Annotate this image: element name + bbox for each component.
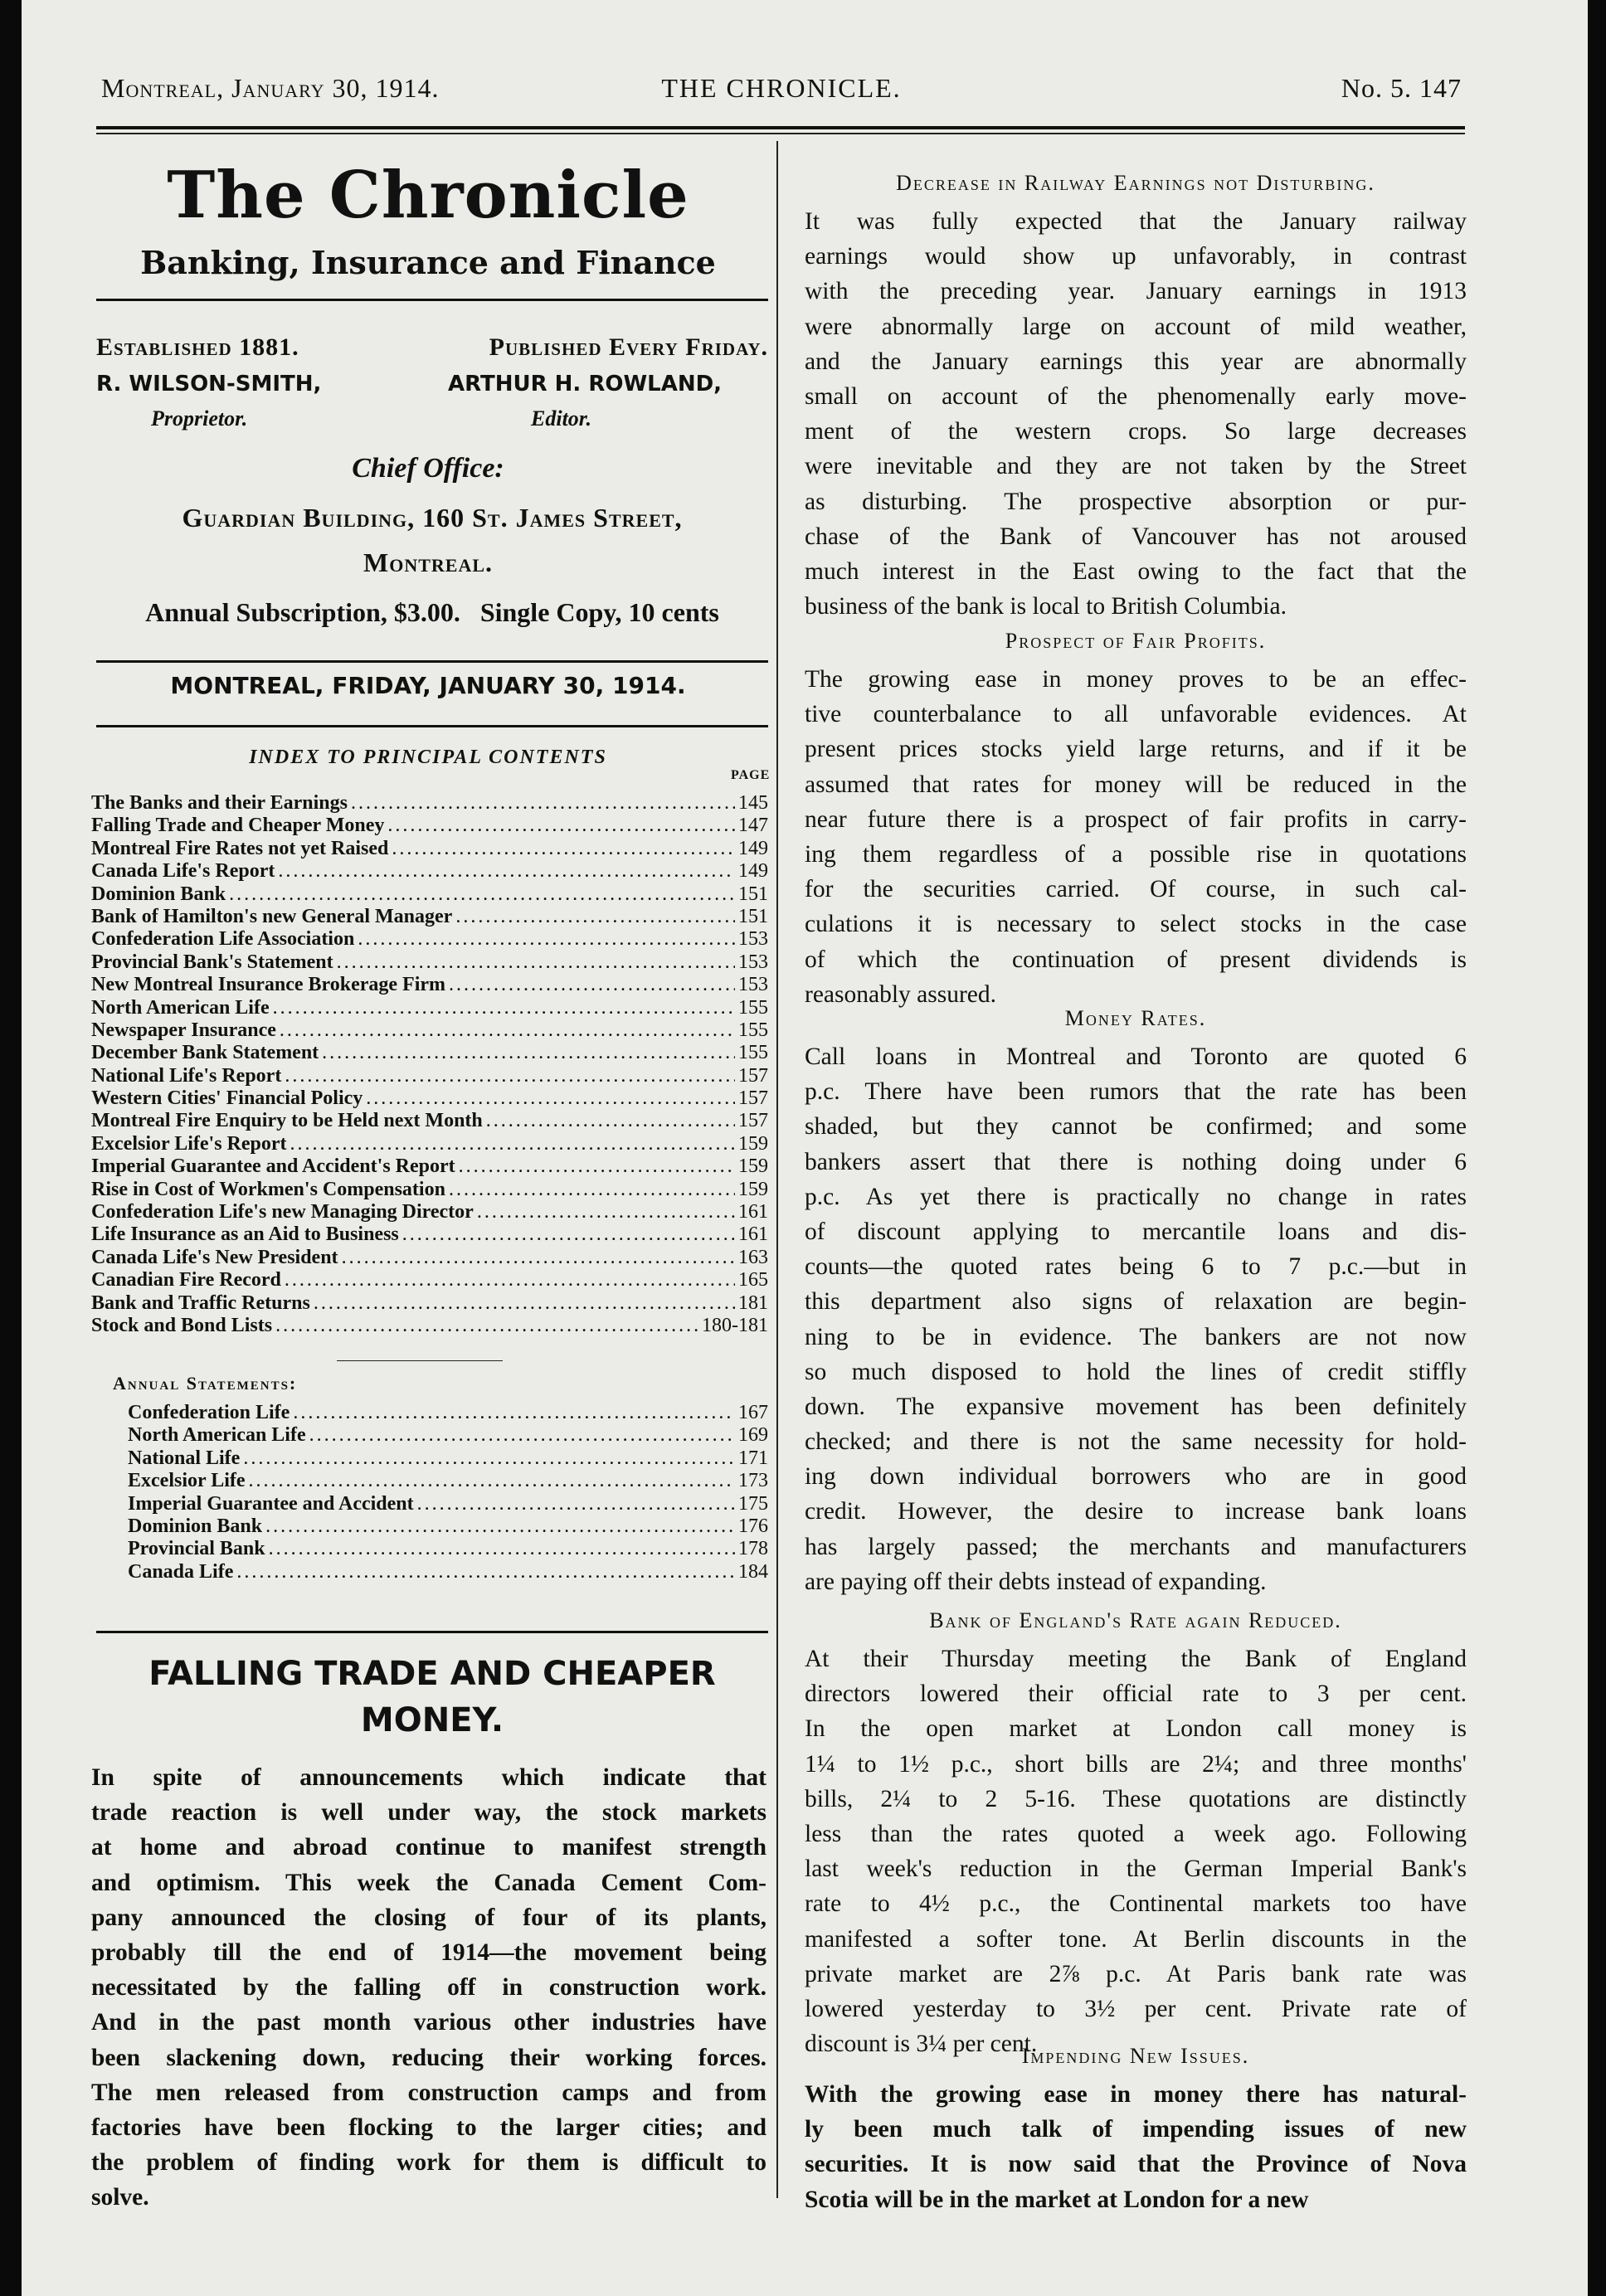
index-entry-page: 157 xyxy=(738,1087,768,1110)
date-rule-top xyxy=(96,660,768,663)
index-leader-dots xyxy=(366,1087,735,1110)
index-leader-dots xyxy=(243,1447,735,1470)
section-line: so much disposed to hold the lines of credit stiffly xyxy=(805,1358,1467,1385)
article-line: at home and abroad continue to manifest strength xyxy=(91,1834,766,1861)
index-entry xyxy=(91,1201,768,1223)
section-line: private market are 2⅞ p.c. At Paris bank rate was xyxy=(805,1960,1467,1987)
index-entry xyxy=(91,906,768,928)
proprietor-role: Proprietor. xyxy=(151,406,248,430)
index-leader-dots xyxy=(351,792,735,815)
section-line: Scotia will be in the market at London for a new xyxy=(805,2186,1309,2213)
established-line: Established 1881. xyxy=(96,333,299,361)
index-entry-title: December Bank Statement xyxy=(91,1042,319,1064)
index-entry-title: North American Life xyxy=(91,996,270,1019)
section-line: counts—the quoted rates being 6 to 7 p.c.—but in xyxy=(805,1253,1467,1281)
index-entry xyxy=(91,883,768,906)
section-line: checked; and there is not the same necessity for hold- xyxy=(805,1428,1467,1456)
section-line: p.c. There have been rumors that the rate has been xyxy=(805,1078,1467,1106)
index-entry-title: Falling Trade and Cheaper Money xyxy=(91,815,385,837)
index-leader-dots xyxy=(314,1292,735,1315)
index-entry-title: Rise in Cost of Workmen's Compensation xyxy=(91,1178,445,1200)
index-entry-page: 159 xyxy=(738,1132,768,1155)
index-entry xyxy=(128,1470,768,1492)
section-line: business of the bank is local to British Columbia. xyxy=(805,593,1287,620)
index-entry-title: Confederation Life Association xyxy=(91,928,355,951)
index-entry-page: 184 xyxy=(738,1560,768,1583)
index-entry-title: Dominion Bank xyxy=(91,883,226,905)
section-line: reasonably assured. xyxy=(805,980,997,1008)
index-entry-page: 151 xyxy=(738,883,768,905)
index-entry-title: Montreal Fire Rates not yet Raised xyxy=(91,837,389,859)
index-entry xyxy=(91,1223,768,1246)
article-line: been slackening down, reducing their working forces. xyxy=(91,2044,766,2071)
index-entry-page: 173 xyxy=(738,1470,768,1492)
section-line: bankers assert that there is nothing doing under 6 xyxy=(805,1148,1467,1175)
index-entry-title: Western Cities' Financial Policy xyxy=(91,1087,363,1110)
index-entry-page: 155 xyxy=(738,1042,768,1064)
chief-office-label: Chief Office: xyxy=(352,453,504,484)
section-line: With the growing ease in money there has natural- xyxy=(805,2081,1467,2108)
index-leader-dots xyxy=(309,1424,735,1447)
subscription-line: Annual Subscription, $3.00. Single Copy, 10 cents xyxy=(145,597,719,627)
annual-statements-list xyxy=(128,1402,768,1583)
index-leader-dots xyxy=(280,1019,735,1042)
index-divider xyxy=(337,1360,503,1361)
index-entry-page: 159 xyxy=(738,1178,768,1200)
index-entry-title: Confederation Life xyxy=(128,1402,290,1423)
index-entry xyxy=(91,1065,768,1087)
index-leader-dots xyxy=(402,1223,735,1246)
article-line: and optimism. This week the Canada Cement Com- xyxy=(91,1869,766,1896)
article-line: the problem of finding work for them is difficult to xyxy=(91,2149,766,2177)
index-entry-title: Bank and Traffic Returns xyxy=(91,1292,310,1314)
index-entry-title: Newspaper Insurance xyxy=(91,1019,276,1041)
article-line: And in the past month various other industries have xyxy=(91,2009,766,2036)
annual-statements-heading: Annual Statements: xyxy=(113,1373,298,1394)
index-entry-title: The Banks and their Earnings xyxy=(91,792,348,814)
index-entry-page: 145 xyxy=(738,792,768,814)
index-entry-page: 159 xyxy=(738,1155,768,1178)
newspaper-page xyxy=(22,0,1588,2296)
index-entry-title: National Life xyxy=(128,1447,241,1469)
index-entry-title: Canada Life's New President xyxy=(91,1246,338,1268)
head-rule-right-thin xyxy=(768,133,1465,134)
section-line: near future there is a prospect of fair profits in carry- xyxy=(805,805,1467,833)
running-head xyxy=(101,73,1462,114)
index-entry xyxy=(128,1538,768,1560)
article-line: factories have been flocking to the larger cities; and xyxy=(91,2114,766,2141)
section-line: earnings would show up unfavorably, in contrast xyxy=(805,243,1467,270)
index-entry-page: 167 xyxy=(738,1402,768,1423)
index-entry xyxy=(128,1402,768,1424)
date-rule-bottom xyxy=(96,725,768,727)
section-line: rate to 4½ p.c., the Continental markets too have xyxy=(805,1890,1467,1918)
index-entry-page: 157 xyxy=(738,1110,768,1132)
section-line: The growing ease in money proves to be an effec- xyxy=(805,666,1467,693)
head-rule-left xyxy=(96,126,768,129)
index-entry-title: Bank of Hamilton's new General Manager xyxy=(91,905,453,927)
section-heading: Impending New Issues. xyxy=(1021,2044,1250,2068)
section-line: of which the continuation of present dividends is xyxy=(805,946,1467,973)
index-entry-page: 151 xyxy=(738,905,768,927)
section-line: small on account of the phenomenally early move- xyxy=(805,382,1467,410)
index-leader-dots xyxy=(265,1515,735,1538)
index-entry xyxy=(91,1292,768,1315)
index-entry xyxy=(91,860,768,883)
running-head-date: Montreal, January 30, 1914. xyxy=(101,73,440,103)
section-line: At their Thursday meeting the Bank of England xyxy=(805,1646,1467,1672)
scan-border-left xyxy=(0,0,22,2296)
index-entry xyxy=(91,792,768,815)
published-line: Published Every Friday. xyxy=(489,333,768,361)
index-entry-title: Imperial Guarantee and Accident xyxy=(128,1492,414,1515)
index-leader-dots xyxy=(229,883,735,906)
index-heading: INDEX TO PRINCIPAL CONTENTS xyxy=(249,747,607,768)
article-line: pany announced the closing of four of its plants, xyxy=(91,1904,766,1931)
section-line: credit. However, the desire to increase bank loans xyxy=(805,1498,1467,1525)
section-line: tive counterbalance to all unfavorable evidences. At xyxy=(805,701,1467,728)
index-leader-dots xyxy=(358,928,735,951)
index-entry-page: 161 xyxy=(738,1201,768,1223)
section-line: present prices stocks yield large returns, and if it be xyxy=(805,736,1467,763)
index-entry xyxy=(91,815,768,837)
index-entry xyxy=(91,1019,768,1042)
index-entry-page: 178 xyxy=(738,1538,768,1560)
index-entry-page: 169 xyxy=(738,1424,768,1447)
running-head-page-number: No. 5. 147 xyxy=(1341,73,1462,103)
article-line: trade reaction is well under way, the stock markets xyxy=(91,1799,766,1827)
index-entry-title: Excelsior Life's Report xyxy=(91,1132,287,1155)
section-body xyxy=(805,1039,1467,1599)
index-entry-page: 181 xyxy=(738,1292,768,1314)
index-entry-page: 180-181 xyxy=(702,1314,768,1336)
index-entry-page: 153 xyxy=(738,951,768,973)
section-line: directors lowered their official rate to 3 per cent. xyxy=(805,1681,1467,1708)
index-leader-dots xyxy=(342,1247,735,1269)
editor-role: Editor. xyxy=(531,406,591,430)
article-headline-line-1: FALLING TRADE AND CHEAPER xyxy=(148,1655,716,1693)
section-line: were inevitable and they are not taken by the Street xyxy=(805,453,1467,480)
index-entry-title: Montreal Fire Enquiry to be Held next Month xyxy=(91,1110,483,1132)
section-line: much interest in the East owing to the fact that the xyxy=(805,557,1467,585)
section-heading: Decrease in Railway Earnings not Disturbing. xyxy=(896,171,1375,195)
index-entry xyxy=(128,1424,768,1447)
index-entry-page: 149 xyxy=(738,837,768,859)
index-entry-page: 149 xyxy=(738,860,768,883)
index-entry-page: 155 xyxy=(738,996,768,1019)
section-heading: Prospect of Fair Profits. xyxy=(1005,629,1267,653)
index-entry-page: 157 xyxy=(738,1064,768,1087)
index-entry-title: Confederation Life's new Managing Director xyxy=(91,1201,474,1223)
index-entry xyxy=(128,1515,768,1538)
section-body xyxy=(805,2077,1467,2217)
index-leader-dots xyxy=(459,1155,735,1178)
index-leader-dots xyxy=(249,1470,735,1492)
head-rule-left-thin xyxy=(96,133,768,134)
index-leader-dots xyxy=(337,951,735,974)
index-list xyxy=(91,792,768,1337)
article-line: probably till the end of 1914—the movement being xyxy=(91,1938,766,1966)
section-line: has largely passed; the merchants and manufacturers xyxy=(805,1533,1467,1560)
section-line: this department also signs of relaxation are begin- xyxy=(805,1288,1467,1316)
section-line: assumed that rates for money will be reduced in the xyxy=(805,771,1467,798)
index-entry xyxy=(128,1561,768,1583)
index-entry xyxy=(91,951,768,974)
index-entry-page: 165 xyxy=(738,1269,768,1292)
index-entry-title: North American Life xyxy=(128,1424,306,1447)
section-line: ment of the western crops. So large decreases xyxy=(805,418,1467,445)
index-entry-page: 153 xyxy=(738,974,768,996)
section-line: less than the rates quoted a week ago. Following xyxy=(805,1820,1467,1847)
index-leader-dots xyxy=(275,1315,698,1337)
index-entry-page: 163 xyxy=(738,1246,768,1268)
section-body xyxy=(805,204,1467,624)
index-leader-dots xyxy=(285,1269,735,1292)
section-body xyxy=(805,1642,1467,2061)
index-entry-page: 147 xyxy=(738,815,768,837)
article-line: solve. xyxy=(91,2184,149,2211)
index-entry xyxy=(91,928,768,951)
index-leader-dots xyxy=(322,1042,735,1064)
index-leader-dots xyxy=(455,906,735,928)
index-entry-title: Provincial Bank's Statement xyxy=(91,951,333,973)
index-entry-page: 161 xyxy=(738,1223,768,1246)
proprietor-name: R. WILSON-SMITH, xyxy=(96,372,322,396)
index-leader-dots xyxy=(449,974,735,996)
issue-date: MONTREAL, FRIDAY, JANUARY 30, 1914. xyxy=(170,672,686,699)
section-line: down. The expansive movement has been definitely xyxy=(805,1393,1467,1420)
index-entry xyxy=(91,838,768,860)
index-entry-title: Canada Life's Report xyxy=(91,860,275,883)
index-entry-title: Life Insurance as an Aid to Business xyxy=(91,1223,399,1246)
column-divider xyxy=(776,141,778,2198)
index-entry xyxy=(91,974,768,996)
index-entry-title: National Life's Report xyxy=(91,1064,282,1087)
index-entry xyxy=(91,1315,768,1337)
index-entry xyxy=(91,1042,768,1064)
index-entry-title: Excelsior Life xyxy=(128,1470,246,1492)
index-entry xyxy=(91,1110,768,1132)
section-line: as disturbing. The prospective absorption or pur- xyxy=(805,488,1467,515)
index-entry-page: 153 xyxy=(738,928,768,951)
index-entry-title: Provincial Bank xyxy=(128,1538,265,1560)
index-leader-dots xyxy=(387,815,735,837)
section-line: It was fully expected that the January railway xyxy=(805,208,1467,235)
index-entry-title: New Montreal Insurance Brokerage Firm xyxy=(91,974,446,996)
index-leader-dots xyxy=(273,997,735,1019)
article-line: The men released from construction camps and from xyxy=(91,2079,766,2106)
section-line: bills, 2¼ to 2 5-16. These quotations are distinctly xyxy=(805,1785,1467,1812)
index-leader-dots xyxy=(449,1179,735,1201)
article-body xyxy=(91,1760,766,2215)
section-line: In the open market at London call money is xyxy=(805,1715,1467,1743)
index-entry-page: 155 xyxy=(738,1019,768,1041)
article-line: In spite of announcements which indicate that xyxy=(91,1764,766,1791)
index-entry-title: Stock and Bond Lists xyxy=(91,1314,273,1336)
section-line: last week's reduction in the German Imperial Bank's xyxy=(805,1856,1467,1883)
index-entry-title: Dominion Bank xyxy=(128,1515,263,1537)
index-entry xyxy=(91,1269,768,1292)
head-rule-right xyxy=(768,126,1465,129)
section-line: ing down individual borrowers who are in good xyxy=(805,1463,1467,1491)
index-leader-dots xyxy=(269,1538,735,1560)
scan-border-right xyxy=(1588,0,1606,2296)
section-line: are paying off their debts instead of expanding. xyxy=(805,1568,1267,1595)
index-entry xyxy=(91,1247,768,1269)
section-line: discount is 3¼ per cent. xyxy=(805,2031,1038,2058)
section-line: ly been much talk of impending issues of new xyxy=(805,2116,1467,2143)
section-line: ning to be in evidence. The bankers are not now xyxy=(805,1323,1467,1350)
index-entry-page: 175 xyxy=(738,1492,768,1515)
index-leader-dots xyxy=(417,1493,735,1515)
section-line: for the securities carried. Of course, in such cal- xyxy=(805,876,1467,903)
section-line: with the preceding year. January earnings in 1913 xyxy=(805,278,1467,305)
running-head-title: THE CHRONICLE. xyxy=(661,73,902,103)
index-leader-dots xyxy=(293,1402,735,1424)
index-entry xyxy=(128,1447,768,1470)
masthead-subtitle: Banking, Insurance and Finance xyxy=(140,244,716,281)
index-leader-dots xyxy=(278,860,735,883)
article-line: necessitated by the falling off in construction work. xyxy=(91,1974,766,2002)
section-line: chase of the Bank of Vancouver has not aroused xyxy=(805,523,1467,550)
masthead-title: The Chronicle xyxy=(167,158,689,233)
article-headline xyxy=(96,1651,768,1744)
section-line: Call loans in Montreal and Toronto are quoted 6 xyxy=(805,1043,1467,1070)
index-leader-dots xyxy=(486,1110,735,1132)
index-leader-dots xyxy=(236,1561,735,1583)
section-line: lowered yesterday to 3½ per cent. Private rate of xyxy=(805,1995,1467,2022)
masthead-rule xyxy=(96,299,768,301)
index-entry-title: Canada Life xyxy=(128,1560,234,1583)
office-city: Montreal. xyxy=(363,547,493,577)
section-heading: Money Rates. xyxy=(1064,1006,1207,1030)
index-leader-dots xyxy=(290,1133,735,1155)
section-line: ing them regardless of a possible rise in quotations xyxy=(805,840,1467,868)
index-entry-page: 171 xyxy=(738,1447,768,1469)
index-page-label: PAGE xyxy=(731,768,771,782)
editor-name: ARTHUR H. ROWLAND, xyxy=(448,372,723,396)
section-line: of discount applying to mercantile loans and dis- xyxy=(805,1218,1467,1245)
office-address: Guardian Building, 160 St. James Street, xyxy=(182,503,683,533)
section-line: manifested a softer tone. At Berlin discounts in the xyxy=(805,1925,1467,1953)
index-leader-dots xyxy=(477,1201,735,1223)
section-line: 1¼ to 1½ p.c., short bills are 2¼; and three months' xyxy=(805,1750,1467,1778)
index-entry xyxy=(128,1493,768,1515)
section-heading: Bank of England's Rate again Reduced. xyxy=(929,1608,1342,1632)
section-line: securities. It is now said that the Province of Nova xyxy=(805,2151,1467,2178)
article-headline-line-2: MONEY. xyxy=(360,1701,504,1739)
section-line: p.c. As yet there is practically no change in rates xyxy=(805,1183,1467,1210)
section-line: were abnormally large on account of mild weather, xyxy=(805,313,1467,340)
index-entry xyxy=(91,1133,768,1155)
index-entry xyxy=(91,1179,768,1201)
index-leader-dots xyxy=(285,1065,735,1087)
index-entry-page: 176 xyxy=(738,1515,768,1537)
section-line: culations it is necessary to select stocks in the case xyxy=(805,911,1467,938)
index-leader-dots xyxy=(392,838,735,860)
index-entry-title: Canadian Fire Record xyxy=(91,1269,281,1292)
section-body xyxy=(805,662,1467,1012)
index-entry xyxy=(91,997,768,1019)
index-entry xyxy=(91,1087,768,1110)
article-rule xyxy=(96,1631,768,1633)
index-entry xyxy=(91,1155,768,1178)
section-line: shaded, but they cannot be confirmed; and some xyxy=(805,1113,1467,1141)
index-entry-title: Imperial Guarantee and Accident's Report xyxy=(91,1155,455,1178)
section-line: and the January earnings this year are abnormally xyxy=(805,348,1467,375)
